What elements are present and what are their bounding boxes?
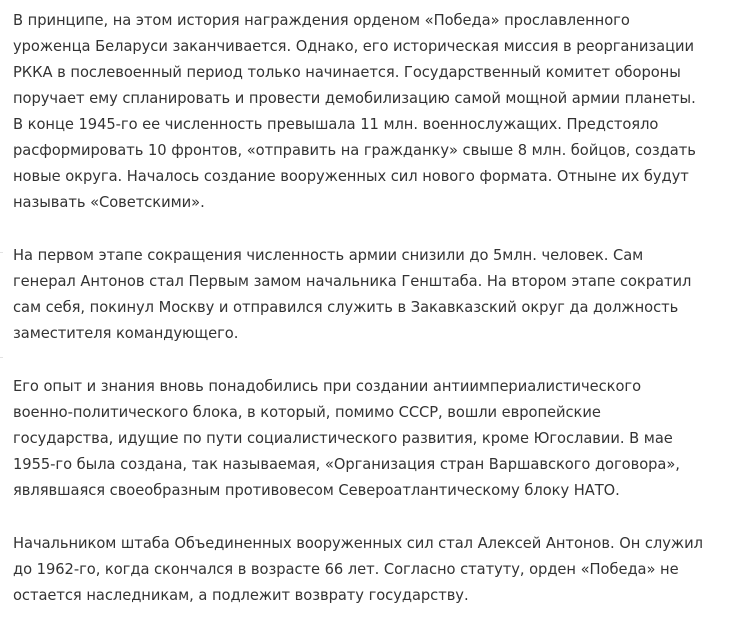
text-line: называть «Советскими». xyxy=(13,194,205,211)
text-line: уроженца Беларуси заканчивается. Однако, его историческая миссия в реорганизации xyxy=(13,38,695,55)
text-line: государства, идущие по пути социалистического развития, кроме Югославии. В мае xyxy=(13,430,673,447)
paragraph-2 xyxy=(0,243,731,347)
text-line: На первом этапе сокращения численность армии снизили до 5млн. человек. Сам xyxy=(13,247,644,264)
text-line: до 1962-го, когда скончался в возрасте 66 лет. Согласно статуту, орден «Победа» не xyxy=(13,561,679,578)
text-line: новые округа. Началось создание вооруженных сил нового формата. Отныне их будут xyxy=(13,168,689,185)
paragraph-marker xyxy=(0,357,3,358)
text-line: остается наследникам, а подлежит возврату государству. xyxy=(13,587,469,604)
paragraph-4 xyxy=(0,531,731,609)
text-line: расформировать 10 фронтов, «отправить на гражданку» свыше 8 млн. бойцов, создать xyxy=(13,142,696,159)
text-line: военно-политического блока, в который, помимо СССР, вошли европейские xyxy=(13,404,601,421)
text-line: В конце 1945-го ее численность превышала 11 млн. военнослужащих. Предстояло xyxy=(13,116,659,133)
text-line: В принципе, на этом история награждения орденом «Победа» прославленного xyxy=(13,12,630,29)
paragraph-1 xyxy=(0,8,731,216)
text-line: генерал Антонов стал Первым замом начальника Генштаба. На втором этапе сократил xyxy=(13,273,692,290)
text-line: РККА в послевоенный период только начинается. Государственный комитет обороны xyxy=(13,64,681,81)
text-line: заместителя командующего. xyxy=(13,325,239,342)
text-line: являвшаяся своеобразным противовесом Североатлантическому блоку НАТО. xyxy=(13,482,620,499)
text-line: Начальником штаба Объединенных вооруженных сил стал Алексей Антонов. Он служил xyxy=(13,535,703,552)
text-line: сам себя, покинул Москву и отправился служить в Закавказский округ да должность xyxy=(13,299,679,316)
text-line: 1955-го была создана, так называемая, «Организация стран Варшавского договора», xyxy=(13,456,680,473)
text-line: Его опыт и знания вновь понадобились при создании антиимпериалистического xyxy=(13,378,642,395)
paragraph-3 xyxy=(0,374,731,504)
text-line: поручает ему спланировать и провести демобилизацию самой мощной армии планеты. xyxy=(13,90,696,107)
